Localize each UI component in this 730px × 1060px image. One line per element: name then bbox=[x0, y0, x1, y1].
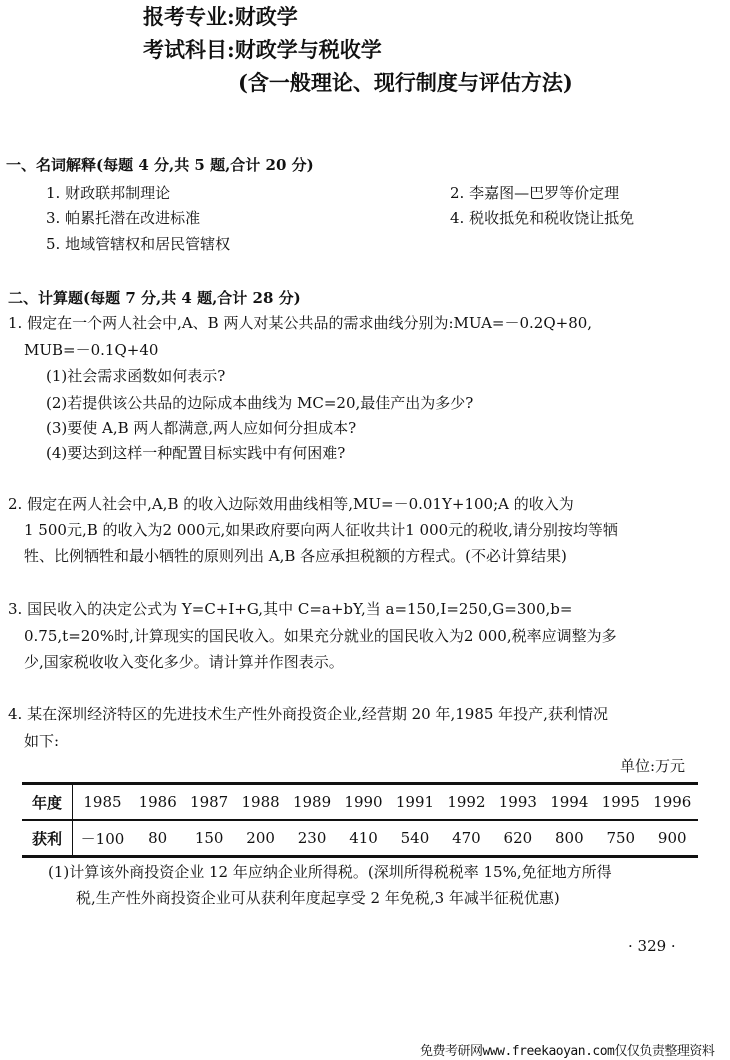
profit-cell: 470 bbox=[441, 820, 492, 857]
q4-note: (1)计算该外商投资企业 12 年应纳企业所得税。(深圳所得税税率 15%,免征地方所得 bbox=[48, 863, 612, 881]
profit-cell: 800 bbox=[544, 820, 595, 857]
unit-label: 单位:万元 bbox=[620, 757, 686, 775]
section2-heading: 二、计算题(每题 7 分,共 4 题,合计 28 分) bbox=[8, 289, 301, 307]
q2-line: 1 500元,B 的收入为2 000元,如果政府要向两人征收共计1 000元的税收,请分别按均等牺 bbox=[24, 521, 618, 539]
page-number: · 329 · bbox=[628, 937, 676, 955]
year-cell: 1996 bbox=[647, 784, 699, 821]
year-cell: 1987 bbox=[183, 784, 234, 821]
profit-cell: －100 bbox=[73, 820, 132, 857]
term-item: 1. 财政联邦制理论 bbox=[46, 184, 171, 202]
profit-row bbox=[22, 820, 698, 857]
q4-note: 税,生产性外商投资企业可从获利年度起享受 2 年免税,3 年减半征税优惠) bbox=[76, 889, 560, 907]
year-cell: 1995 bbox=[595, 784, 646, 821]
section1-heading: 一、名词解释(每题 4 分,共 5 题,合计 20 分) bbox=[6, 156, 314, 174]
q1-sub: (1)社会需求函数如何表示? bbox=[46, 367, 226, 385]
header-major: 报考专业:财政学 bbox=[143, 4, 298, 29]
profit-table bbox=[22, 782, 698, 858]
row-label: 获利 bbox=[22, 820, 73, 857]
term-item: 2. 李嘉图—巴罗等价定理 bbox=[450, 184, 620, 202]
q1-line: 1. 假定在一个两人社会中,A、B 两人对某公共品的需求曲线分别为:MUA=－0.2Q+80, bbox=[8, 314, 593, 332]
year-cell: 1985 bbox=[73, 784, 132, 821]
watermark: 免费考研网www.freekaoyan.com仅仅负责整理资料 bbox=[420, 1044, 715, 1059]
year-cell: 1990 bbox=[338, 784, 389, 821]
term-item: 3. 帕累托潜在改进标准 bbox=[46, 209, 201, 227]
q1-sub: (2)若提供该公共品的边际成本曲线为 MC=20,最佳产出为多少? bbox=[46, 394, 474, 412]
year-cell: 1986 bbox=[132, 784, 183, 821]
year-cell: 1992 bbox=[441, 784, 492, 821]
q3-line: 0.75,t=20%时,计算现实的国民收入。如果充分就业的国民收入为2 000,税率应调整为多 bbox=[24, 627, 617, 645]
profit-cell: 230 bbox=[286, 820, 337, 857]
q1-line: MUB=－0.1Q+40 bbox=[24, 341, 159, 359]
profit-cell: 540 bbox=[389, 820, 440, 857]
profit-cell: 150 bbox=[183, 820, 234, 857]
header-subject: 考试科目:财政学与税收学 bbox=[143, 37, 382, 62]
profit-cell: 200 bbox=[235, 820, 286, 857]
year-row bbox=[22, 784, 698, 821]
q2-line: 2. 假定在两人社会中,A,B 的收入边际效用曲线相等,MU=－0.01Y+100;A 的收入为 bbox=[8, 495, 574, 513]
year-cell: 1993 bbox=[492, 784, 543, 821]
row-label: 年度 bbox=[22, 784, 73, 821]
q4-line: 4. 某在深圳经济特区的先进技术生产性外商投资企业,经营期 20 年,1985 年投产,获利情况 bbox=[8, 705, 608, 723]
year-cell: 1989 bbox=[286, 784, 337, 821]
profit-cell: 620 bbox=[492, 820, 543, 857]
year-cell: 1991 bbox=[389, 784, 440, 821]
q1-sub: (3)要使 A,B 两人都满意,两人应如何分担成本? bbox=[46, 419, 357, 437]
profit-cell: 900 bbox=[647, 820, 699, 857]
year-cell: 1994 bbox=[544, 784, 595, 821]
year-cell: 1988 bbox=[235, 784, 286, 821]
q3-line: 少,国家税收收入变化多少。请计算并作图表示。 bbox=[24, 653, 344, 671]
header-subtitle: (含一般理论、现行制度与评估方法) bbox=[238, 70, 573, 95]
q2-line: 牲、比例牺牲和最小牺牲的原则列出 A,B 各应承担税额的方程式。(不必计算结果) bbox=[24, 547, 567, 565]
term-item: 4. 税收抵免和税收饶让抵免 bbox=[450, 209, 635, 227]
profit-cell: 80 bbox=[132, 820, 183, 857]
q1-sub: (4)要达到这样一种配置目标实践中有何困难? bbox=[46, 444, 346, 462]
profit-cell: 750 bbox=[595, 820, 646, 857]
q4-line: 如下: bbox=[24, 732, 60, 750]
profit-cell: 410 bbox=[338, 820, 389, 857]
term-item: 5. 地域管辖权和居民管辖权 bbox=[46, 235, 231, 253]
q3-line: 3. 国民收入的决定公式为 Y=C+I+G,其中 C=a+bY,当 a=150,I=250,G=300,b= bbox=[8, 600, 573, 618]
